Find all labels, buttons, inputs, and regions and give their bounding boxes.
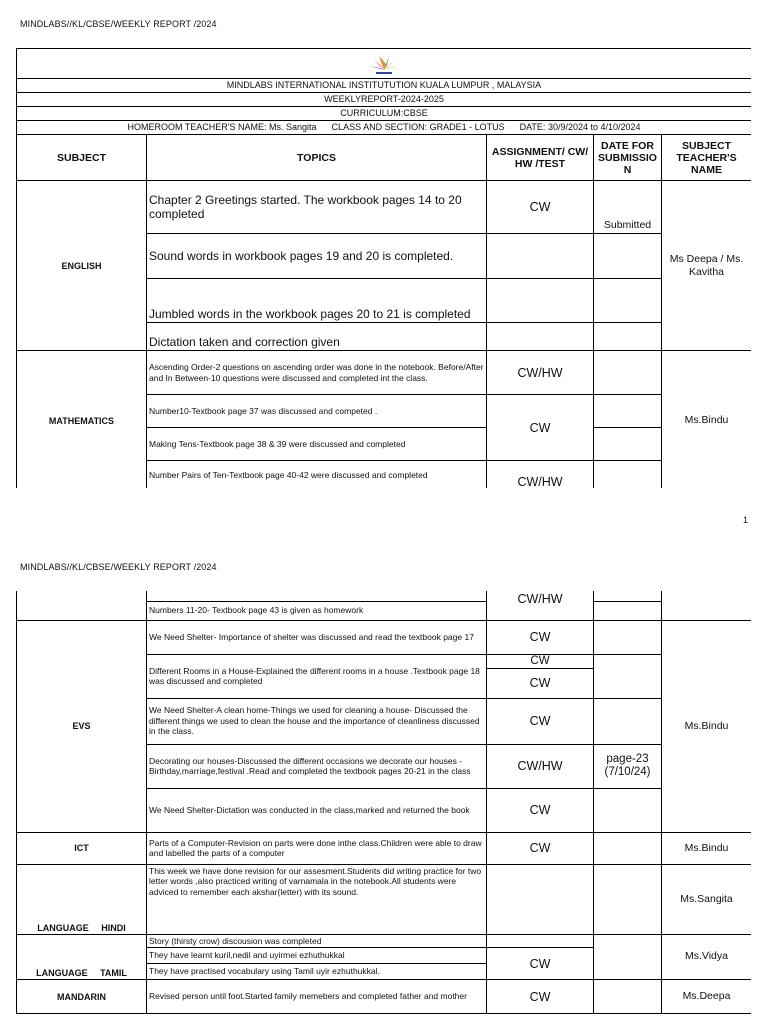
maths-date-5 bbox=[594, 601, 662, 620]
maths-date-2 bbox=[594, 395, 662, 428]
mandarin-teacher: Ms.Deepa bbox=[662, 980, 752, 1014]
hindi-topic: This week we have done revision for our assesment.Students did writing practice for two letter words ,also practiced writing of varnamala in the notebook.All students were adviced to remember each akshar(letter) with its sound. bbox=[147, 864, 487, 934]
english-type-2 bbox=[487, 234, 594, 279]
maths-teacher: Ms.Bindu bbox=[662, 351, 752, 489]
evs-topic-4: Decorating our houses-Discussed the different occasions we decorate our houses -Birthday,marriage,festival .Read and completed the textbook pages 20-21 in the class bbox=[147, 744, 487, 788]
maths-subject-cont bbox=[17, 591, 147, 620]
tamil-topic-2: They have learnt kuril,nedil and uyirmei ezhuthukkal bbox=[147, 948, 487, 964]
subject-tamil: LANGUAGE TAMIL bbox=[17, 934, 147, 980]
evs-topic-3: We Need Shelter-A clean home-Things we used for cleaning a house- Discussed the different things we used to clean the house and the importance of cleanliness discussed in the class. bbox=[147, 698, 487, 744]
maths-date-3 bbox=[594, 428, 662, 461]
tamil-teacher: Ms.Vidya bbox=[662, 934, 752, 980]
subject-mathematics: MATHEMATICS bbox=[17, 351, 147, 489]
mandarin-topic: Revised person until foot.Started family memebers and completed father and mother bbox=[147, 980, 487, 1014]
subject-ict: ICT bbox=[17, 832, 147, 864]
subject-mandarin: MANDARIN bbox=[17, 980, 147, 1014]
maths-type-4-cont: CW/HW bbox=[487, 591, 594, 620]
col-assignment: ASSIGNMENT/ CW/ HW /TEST bbox=[487, 135, 594, 181]
evs-topic-2: Different Rooms in a House-Explained the different rooms in a house .Textbook page 18 was discussed and completed bbox=[147, 654, 487, 698]
english-topic-2: Sound words in workbook pages 19 and 20 is completed. bbox=[147, 234, 487, 279]
evs-date-1 bbox=[594, 620, 662, 654]
maths-topic-3: Making Tens-Textbook page 38 & 39 were discussed and completed bbox=[147, 428, 487, 461]
maths-topic-4: Number Pairs of Ten-Textbook page 40-42 were discussed and completed bbox=[147, 461, 487, 489]
col-topics: TOPICS bbox=[147, 135, 487, 181]
institution-name: MINDLABS INTERNATIONAL INSTITUTUTION KUALA LUMPUR , MALAYSIA bbox=[17, 79, 752, 93]
mandarin-type: CW bbox=[487, 980, 594, 1014]
subject-english: ENGLISH bbox=[17, 181, 147, 351]
document-reference: MINDLABS//KL/CBSE/WEEKLY REPORT /2024 bbox=[20, 19, 217, 29]
subject-hindi: LANGUAGE HINDI bbox=[17, 864, 147, 934]
tamil-type: CW bbox=[487, 948, 594, 980]
evs-date-2 bbox=[594, 654, 662, 698]
maths-date-1 bbox=[594, 351, 662, 395]
evs-type-4: CW/HW bbox=[487, 744, 594, 788]
col-subject: SUBJECT bbox=[17, 135, 147, 181]
tamil-topic-3: They have practised vocabulary using Tamil uyir ezhuthukkal. bbox=[147, 964, 487, 980]
subject-evs: EVS bbox=[17, 620, 147, 832]
english-topic-4: Dictation taken and correction given bbox=[147, 323, 487, 351]
evs-type-3: CW bbox=[487, 698, 594, 744]
english-teacher: Ms Deepa / Ms. Kavitha bbox=[662, 181, 752, 351]
evs-type-5: CW bbox=[487, 788, 594, 832]
maths-type-1: CW/HW bbox=[487, 351, 594, 395]
mindlabs-logo bbox=[19, 51, 749, 77]
english-topic-1: Chapter 2 Greetings started. The workbook pages 14 to 20 completed bbox=[147, 181, 487, 234]
ict-teacher: Ms.Bindu bbox=[662, 832, 752, 864]
maths-date-4-cont bbox=[594, 591, 662, 601]
english-date-1: Submitted bbox=[594, 181, 662, 234]
hindi-type bbox=[487, 864, 594, 934]
evs-topic-5: We Need Shelter-Dictation was conducted in the class,marked and returned the book bbox=[147, 788, 487, 832]
maths-topic-4-cont bbox=[147, 591, 487, 601]
maths-type-2: CW bbox=[487, 395, 594, 461]
evs-topic-1: We Need Shelter- Importance of shelter was discussed and read the textbook page 17 bbox=[147, 620, 487, 654]
english-type-1: CW bbox=[487, 181, 594, 234]
col-teacher: SUBJECT TEACHER'S NAME bbox=[662, 135, 752, 181]
ict-type: CW bbox=[487, 832, 594, 864]
evs-date-4: page-23 (7/10/24) bbox=[594, 744, 662, 788]
hindi-date bbox=[594, 864, 662, 934]
teacher-class-date: HOMEROOM TEACHER'S NAME: Ms. Sangita CLASS AND SECTION: GRADE1 - LOTUS DATE: 30/9/2024 to 4/10/2024 bbox=[17, 121, 752, 135]
logo-cell bbox=[17, 49, 752, 79]
maths-type-4: CW/HW bbox=[487, 461, 594, 489]
curriculum: CURRICULUM:CBSE bbox=[17, 107, 752, 121]
maths-topic-2: Number10-Textbook page 37 was discussed and competed . bbox=[147, 395, 487, 428]
tamil-topic-1: Story (thirsty crow) discousion was completed bbox=[147, 934, 487, 948]
evs-type-2b: CW bbox=[487, 668, 594, 698]
evs-date-3 bbox=[594, 698, 662, 744]
english-date-3 bbox=[594, 279, 662, 323]
maths-date-4 bbox=[594, 461, 662, 489]
evs-type-2a: CW bbox=[487, 654, 594, 668]
report-table-page-1 bbox=[16, 48, 751, 488]
english-topic-3: Jumbled words in the workbook pages 20 to 21 is completed bbox=[147, 279, 487, 323]
mandarin-date bbox=[594, 980, 662, 1014]
evs-date-5 bbox=[594, 788, 662, 832]
evs-teacher: Ms.Bindu bbox=[662, 620, 752, 832]
report-table-page-2 bbox=[16, 591, 751, 1024]
english-type-3 bbox=[487, 279, 594, 323]
english-date-2 bbox=[594, 234, 662, 279]
report-title: WEEKLYREPORT-2024-2025 bbox=[17, 93, 752, 107]
col-date: DATE FOR SUBMISSIO N bbox=[594, 135, 662, 181]
tamil-type-1 bbox=[487, 934, 594, 948]
english-type-4 bbox=[487, 323, 594, 351]
maths-topic-1: Ascending Order-2 questions on ascending order was done in the notebook. Before/After and In Between-10 questions were discussed and completed int the class. bbox=[147, 351, 487, 395]
hindi-teacher: Ms.Sangita bbox=[662, 864, 752, 934]
english-date-4 bbox=[594, 323, 662, 351]
maths-teacher-cont bbox=[662, 591, 752, 620]
document-reference-page-2: MINDLABS//KL/CBSE/WEEKLY REPORT /2024 bbox=[20, 562, 217, 572]
ict-topic: Parts of a Computer-Revision on parts were done inthe class.Children were able to draw and labelled the parts of a computer bbox=[147, 832, 487, 864]
tamil-date bbox=[594, 934, 662, 980]
maths-topic-5: Numbers 11-20- Textbook page 43 is given as homework bbox=[147, 601, 487, 620]
evs-type-1: CW bbox=[487, 620, 594, 654]
page-number: 1 bbox=[742, 515, 748, 525]
ict-date bbox=[594, 832, 662, 864]
